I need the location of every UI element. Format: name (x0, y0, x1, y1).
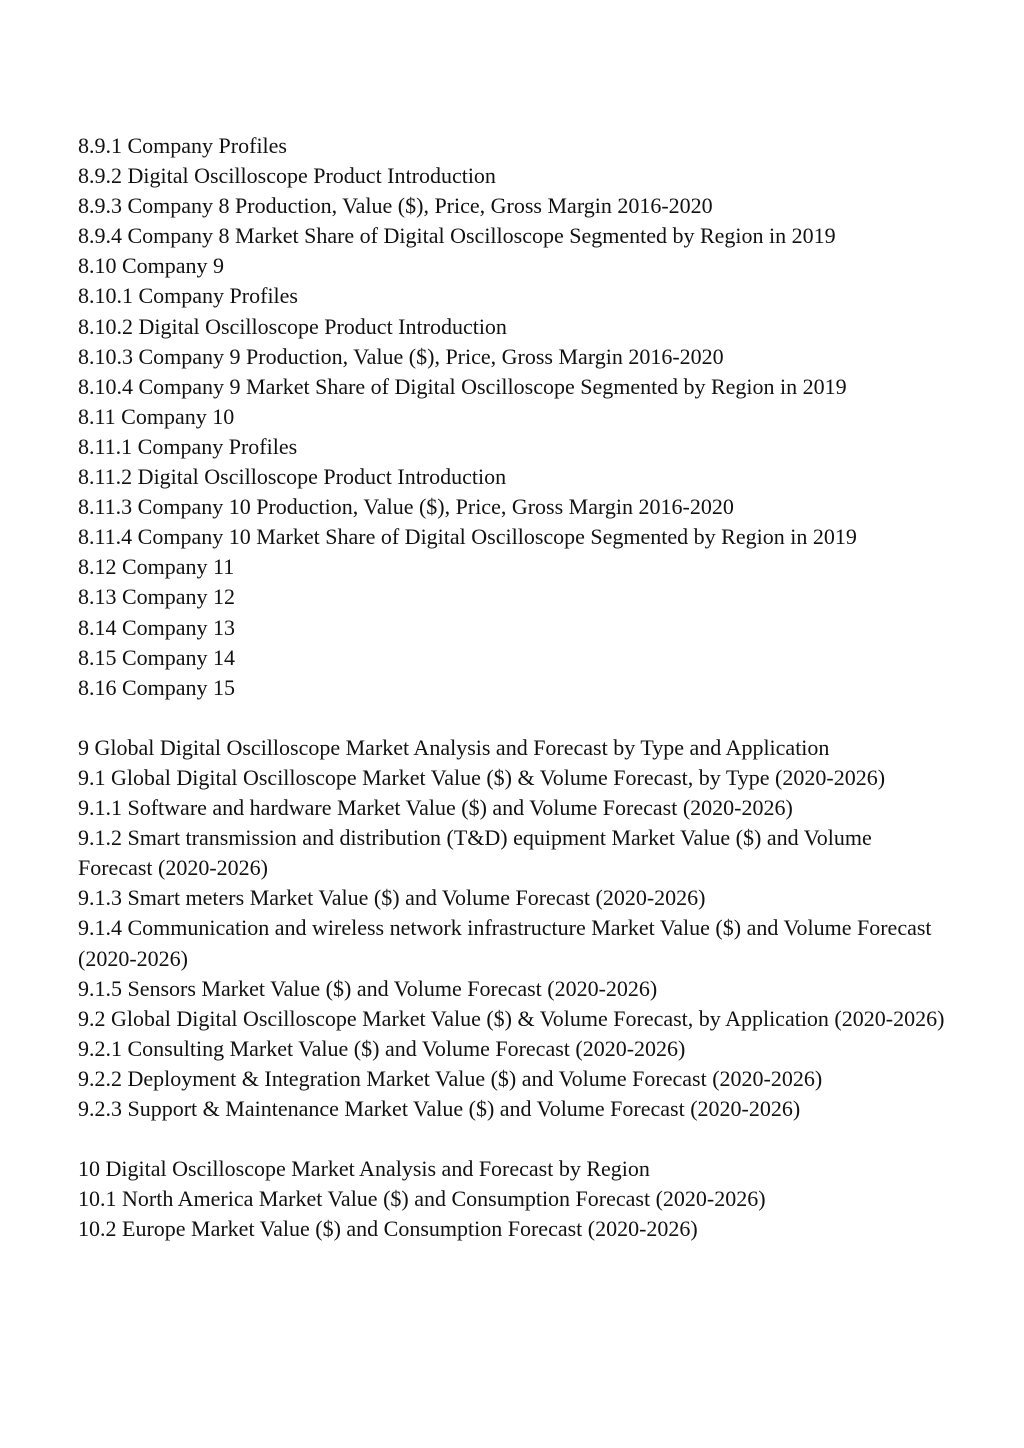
toc-entry: 8.16 Company 15 (78, 674, 236, 700)
toc-entry: 9.2 Global Digital Oscilloscope Market Value ($) & Volume Forecast, by Application (2020-2026) (78, 1005, 945, 1031)
section-spacer (78, 703, 948, 733)
toc-entry: 8.11.2 Digital Oscilloscope Product Introduction (78, 464, 507, 490)
section-spacer (78, 1124, 948, 1154)
toc-entry: 8.9.2 Digital Oscilloscope Product Introduction (78, 163, 496, 189)
toc-entry: 9.2.1 Consulting Market Value ($) and Volume Forecast (2020-2026) (78, 1035, 686, 1061)
toc-entry: 9.1.2 Smart transmission and distribution (T&D) equipment Market Value ($) and Volume Forecast (2020-2026) (78, 825, 872, 881)
toc-entry: 8.11.1 Company Profiles (78, 433, 298, 459)
toc-entry: 8.10.3 Company 9 Production, Value ($), Price, Gross Margin 2016-2020 (78, 343, 724, 369)
toc-entry: 8.11.3 Company 10 Production, Value ($), Price, Gross Margin 2016-2020 (78, 494, 734, 520)
toc-block-forecast-by-region (78, 1154, 948, 1244)
toc-section-heading: 10 Digital Oscilloscope Market Analysis and Forecast by Region (78, 1156, 650, 1182)
toc-entry: 8.14 Company 13 (78, 614, 236, 640)
toc-entry: 8.10.2 Digital Oscilloscope Product Introduction (78, 313, 507, 339)
toc-entry: 9.1.4 Communication and wireless network infrastructure Market Value ($) and Volume Forecast (2020-2026) (78, 915, 932, 971)
toc-section-heading: 9 Global Digital Oscilloscope Market Analysis and Forecast by Type and Application (78, 734, 830, 760)
toc-entry: 8.10.4 Company 9 Market Share of Digital Oscilloscope Segmented by Region in 2019 (78, 373, 847, 399)
toc-block-forecast-by-type (78, 733, 948, 1124)
toc-entry: 10.2 Europe Market Value ($) and Consumption Forecast (2020-2026) (78, 1216, 698, 1242)
toc-entry: 8.10 Company 9 (78, 253, 225, 279)
toc-entry: 9.2.3 Support & Maintenance Market Value ($) and Volume Forecast (2020-2026) (78, 1096, 801, 1121)
toc-entry: 8.11 Company 10 (78, 403, 235, 429)
toc-entry: 9.1.1 Software and hardware Market Value ($) and Volume Forecast (2020-2026) (78, 795, 793, 821)
toc-entry: 8.9.3 Company 8 Production, Value ($), Price, Gross Margin 2016-2020 (78, 193, 713, 219)
document-page (78, 131, 948, 1244)
toc-entry: 8.15 Company 14 (78, 644, 236, 670)
toc-entry: 9.1 Global Digital Oscilloscope Market Value ($) & Volume Forecast, by Type (2020-2026) (78, 764, 886, 790)
toc-entry: 8.12 Company 11 (78, 554, 235, 580)
toc-entry: 8.11.4 Company 10 Market Share of Digital Oscilloscope Segmented by Region in 2019 (78, 524, 857, 550)
toc-entry: 8.10.1 Company Profiles (78, 283, 298, 309)
toc-block-company-profiles (78, 131, 948, 703)
toc-entry: 9.1.5 Sensors Market Value ($) and Volume Forecast (2020-2026) (78, 975, 658, 1001)
toc-entry: 10.1 North America Market Value ($) and Consumption Forecast (2020-2026) (78, 1186, 766, 1212)
toc-entry: 8.9.1 Company Profiles (78, 133, 287, 158)
toc-entry: 9.1.3 Smart meters Market Value ($) and Volume Forecast (2020-2026) (78, 885, 706, 911)
toc-entry: 9.2.2 Deployment & Integration Market Value ($) and Volume Forecast (2020-2026) (78, 1065, 823, 1091)
toc-entry: 8.9.4 Company 8 Market Share of Digital Oscilloscope Segmented by Region in 2019 (78, 223, 836, 249)
toc-entry: 8.13 Company 12 (78, 584, 236, 610)
